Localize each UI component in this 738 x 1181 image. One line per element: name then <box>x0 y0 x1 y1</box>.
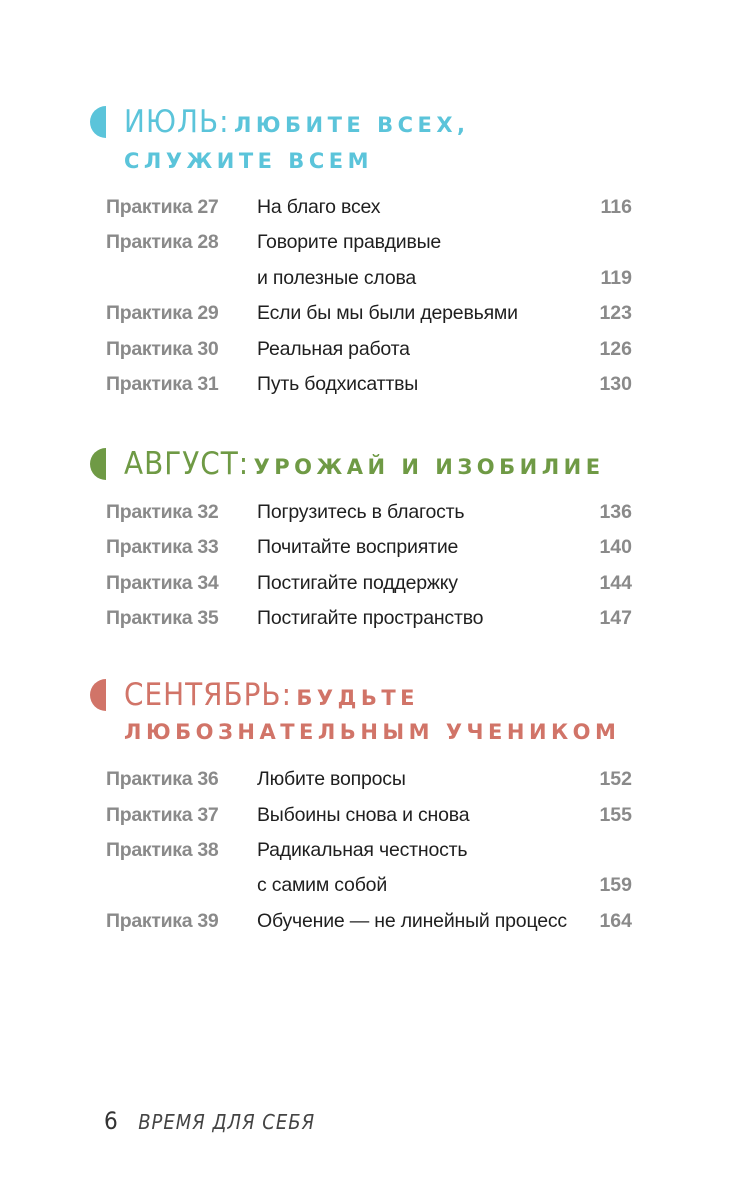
month-name: ИЮЛЬ: <box>124 104 230 140</box>
page-number: 147 <box>599 607 632 629</box>
half-circle-marker-icon <box>90 448 106 480</box>
toc-entry[interactable] <box>0 332 738 367</box>
section-subtitle: БУДЬТЕ <box>296 686 419 710</box>
page-number: 119 <box>600 267 632 289</box>
practice-label: Практика 39 <box>106 910 219 932</box>
section-subtitle-cont: СЛУЖИТЕ ВСЕМ <box>124 149 373 173</box>
page-number: 123 <box>599 302 632 324</box>
practice-title: Реальная работа <box>257 338 410 360</box>
practice-label: Практика 35 <box>106 607 219 629</box>
toc-entry[interactable] <box>0 225 738 260</box>
toc-entry[interactable] <box>0 833 738 868</box>
practice-label: Практика 38 <box>106 839 219 861</box>
practice-title: Выбоины снова и снова <box>257 804 470 826</box>
month-name: СЕНТЯБРЬ: <box>124 677 292 713</box>
page-number: 144 <box>599 572 632 594</box>
toc-entry-continuation[interactable] <box>0 261 738 296</box>
toc-entry[interactable] <box>0 296 738 331</box>
toc-entry[interactable] <box>0 904 738 939</box>
practice-label: Практика 29 <box>106 302 219 324</box>
page-number: 116 <box>600 196 632 218</box>
practice-title: Погрузитесь в благость <box>257 501 465 523</box>
practice-title-cont: и полезные слова <box>257 267 417 289</box>
page-footer <box>104 1103 315 1139</box>
practice-title: Говорите правдивые <box>257 231 442 253</box>
section-subtitle: УРОЖАЙ И ИЗОБИЛИЕ <box>253 455 605 479</box>
heading-line-1 <box>124 104 470 140</box>
practice-label: Практика 28 <box>106 231 219 253</box>
practice-label: Практика 31 <box>106 373 219 395</box>
toc-entry[interactable] <box>0 566 738 601</box>
page-number: 130 <box>599 373 632 395</box>
practice-title: Если бы мы были деревьями <box>257 302 518 324</box>
practice-title: Постигайте пространство <box>257 607 484 629</box>
heading-line-1 <box>124 446 605 482</box>
practice-title: На благо всех <box>257 196 381 218</box>
half-circle-marker-icon <box>90 679 106 711</box>
page-number: 155 <box>599 804 632 826</box>
heading-line-2 <box>124 143 373 179</box>
page-number: 140 <box>599 536 632 558</box>
section-subtitle-cont: ЛЮБОЗНАТЕЛЬНЫМ УЧЕНИКОМ <box>124 720 621 744</box>
toc-entry[interactable] <box>0 367 738 402</box>
practice-title: Постигайте поддержку <box>257 572 458 594</box>
practice-label: Практика 32 <box>106 501 219 523</box>
section-subtitle: ЛЮБИТЕ ВСЕХ, <box>233 113 470 137</box>
toc-entry-continuation[interactable] <box>0 868 738 903</box>
toc-entry[interactable] <box>0 190 738 225</box>
page-number: 152 <box>599 768 632 790</box>
page-number: 136 <box>599 501 632 523</box>
page-number: 159 <box>599 874 632 896</box>
practice-label: Практика 30 <box>106 338 219 360</box>
footer-page-number: 6 <box>104 1107 118 1135</box>
toc-entry[interactable] <box>0 798 738 833</box>
page-number: 126 <box>599 338 632 360</box>
practice-title: Путь бодхисаттвы <box>257 373 419 395</box>
practice-label: Практика 34 <box>106 572 219 594</box>
heading-line-2 <box>124 714 620 750</box>
practice-label: Практика 36 <box>106 768 219 790</box>
practice-label: Практика 37 <box>106 804 219 826</box>
toc-entry[interactable] <box>0 601 738 636</box>
toc-entry[interactable] <box>0 762 738 797</box>
practice-title: Почитайте восприятие <box>257 536 459 558</box>
toc-entry[interactable] <box>0 495 738 530</box>
running-head-book-title: ВРЕМЯ ДЛЯ СЕБЯ <box>138 1110 316 1134</box>
heading-line-1 <box>124 677 419 713</box>
practice-title-cont: с самим собой <box>257 874 388 896</box>
practice-title: Радикальная честность <box>257 839 468 861</box>
practice-label: Практика 27 <box>106 196 219 218</box>
practice-label: Практика 33 <box>106 536 219 558</box>
practice-title: Обучение — не линейный процесс <box>257 910 567 932</box>
page-number: 164 <box>599 910 632 932</box>
practice-title: Любите вопросы <box>257 768 406 790</box>
half-circle-marker-icon <box>90 106 106 138</box>
toc-entry[interactable] <box>0 530 738 565</box>
month-name: АВГУСТ: <box>124 446 250 482</box>
